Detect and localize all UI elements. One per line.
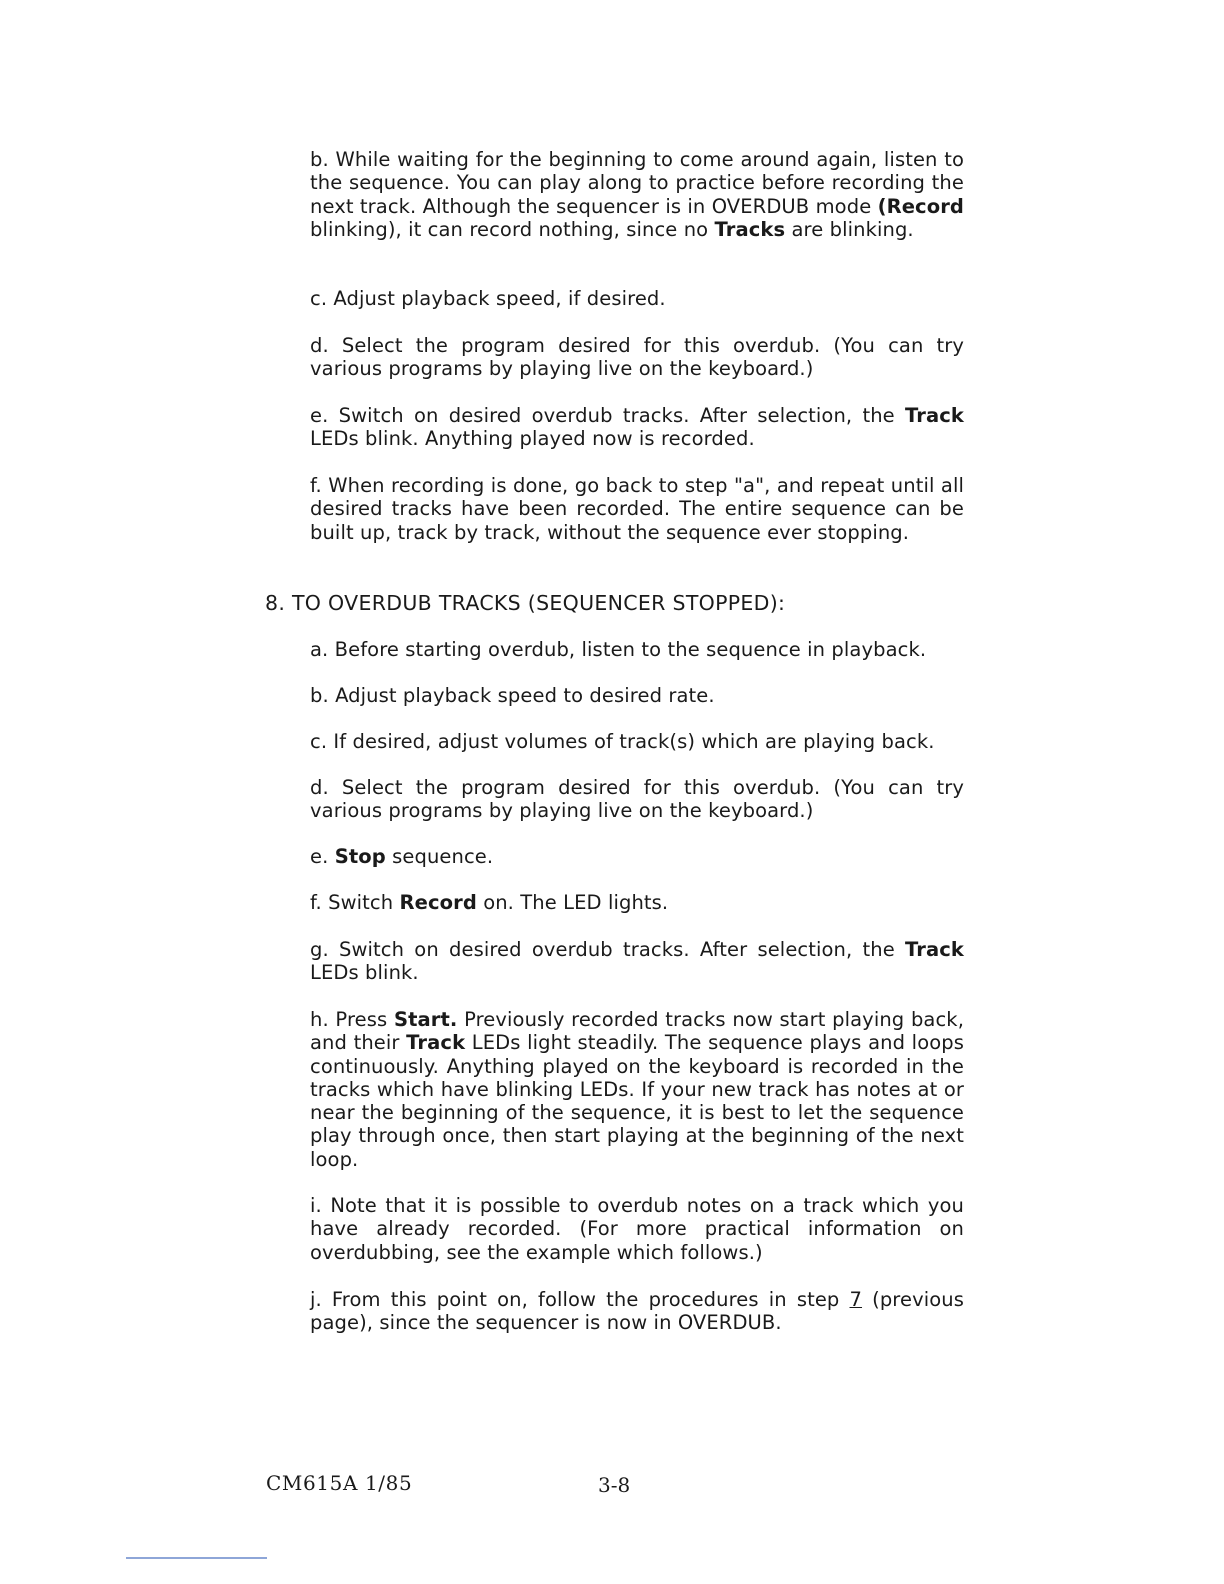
step-7f: f. When recording is done, go back to step "a", and repeat until all desired tracks have been recorded. The entire sequence can be built up, track by track, without the sequence ever stopping. xyxy=(310,474,964,544)
stop-key-label: Stop xyxy=(334,845,386,868)
document-id: CM615A 1/85 xyxy=(266,1471,413,1495)
step-8d: d. Select the program desired for this overdub. (You can try various programs by playing live on the keyboard.) xyxy=(310,776,964,823)
step-7c: c. Adjust playback speed, if desired. xyxy=(310,287,666,310)
step-7e: e. Switch on desired overdub tracks. After selection, the Track LEDs blink. Anything played now is recorded. xyxy=(310,404,964,451)
track-key-label: Track xyxy=(905,938,964,961)
start-key-label: Start. xyxy=(393,1008,458,1031)
page-number: 3-8 xyxy=(598,1473,631,1497)
step-8j: j. From this point on, follow the procedures in step 7 (previous page), since the sequencer is now in OVERDUB. xyxy=(310,1288,964,1335)
track-key-label: Track xyxy=(406,1031,466,1055)
step-8h: h. Press Start. Previously recorded tracks now start playing back, and their Track LEDs light steadily. The sequence plays and loops continuously. Anything played on the keyboard is recorded in the tracks which have blinking LEDs. If your new track has notes at or near the beginning of the sequence, it is best to let the sequence play through once, then start playing at the beginning of the next loop. xyxy=(310,1008,964,1171)
record-key-label: (Record xyxy=(877,194,964,218)
tracks-key-label: Tracks xyxy=(714,217,786,241)
step-7b: b. While waiting for the beginning to come around again, listen to the sequence. You can play along to practice before recording the next track. Although the sequencer is in OVERDUB mode (Record blinking), it can record nothing, since no Tracks are blinking. xyxy=(310,148,964,241)
step-8b: b. Adjust playback speed to desired rate. xyxy=(310,684,715,707)
step-8g: g. Switch on desired overdub tracks. After selection, the Track LEDs blink. xyxy=(310,938,964,985)
record-key-label: Record xyxy=(399,891,477,914)
step-7d: d. Select the program desired for this overdub. (You can try various programs by playing live on the keyboard.) xyxy=(310,334,964,381)
step-8c: c. If desired, adjust volumes of track(s) which are playing back. xyxy=(310,730,935,753)
step-8a: a. Before starting overdub, listen to the sequence in playback. xyxy=(310,638,927,661)
scan-edge-line xyxy=(126,1557,267,1559)
step-8f: f. Switch Record on. The LED lights. xyxy=(310,891,669,914)
section-8-heading: 8. TO OVERDUB TRACKS (SEQUENCER STOPPED): xyxy=(265,591,786,615)
step-reference: 7 xyxy=(849,1288,863,1311)
step-8e: e. Stop sequence. xyxy=(310,845,494,868)
step-8i: i. Note that it is possible to overdub notes on a track which you have already recorded. (For more practical information on overdubbing, see the example which follows.) xyxy=(310,1194,964,1264)
track-key-label: Track xyxy=(905,404,964,427)
